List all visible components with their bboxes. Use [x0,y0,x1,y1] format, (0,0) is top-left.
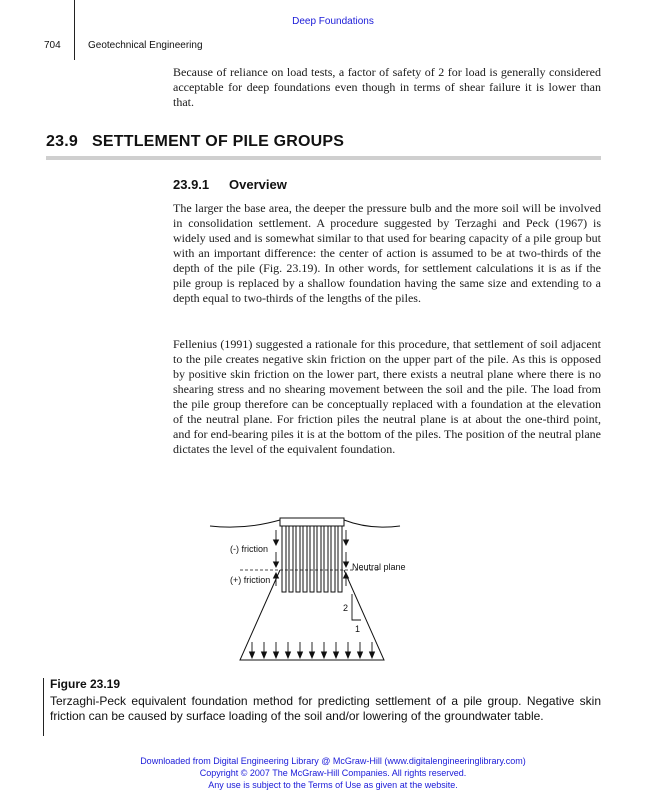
section-title: SETTLEMENT OF PILE GROUPS [92,133,345,150]
section-number: 23.9 [46,133,78,150]
equivalent-foundation-figure [200,508,440,668]
subsection-heading [173,177,287,192]
section-rule [46,156,601,160]
pile-cap [280,518,344,526]
subsection-title: Overview [229,177,287,192]
overview-paragraph: The larger the base area, the deeper the pressure bulb and the more soil will be involved in consolidation settlement. A procedure suggested by Terzaghi and Peck (1967) is widely used and is somewhat similar to that used for bearing capacity of a pile group but with an important difference: the center of action is assumed to be at two-thirds of the depth of the pile (Fig. 23.19). In other words, for settlement calculations it is as if the pile group is replaced by a shallow foundation having the same size and extending to a depth equal to two-thirds of the lengths of the piles. [173,201,601,305]
footer-download-link[interactable]: Downloaded from Digital Engineering Library @ McGraw-Hill (www.digitalengineeringlibrary.com) [140,756,526,766]
intro-paragraph: Because of reliance on load tests, a factor of safety of 2 for load is generally considered acceptable for deep foundations even though in terms of shear failure it is lower than that. [173,65,601,109]
footer-copyright: Copyright © 2007 The McGraw-Hill Companies. All rights reserved. [199,768,467,778]
slope-run-label: 1 [355,624,361,634]
subsection-number: 23.9.1 [173,177,210,192]
slope-rise-label: 2 [343,603,349,613]
top-chapter-link[interactable]: Deep Foundations [292,16,374,27]
figure-caption-title: Figure 23.19 [50,677,121,691]
figure-caption-text: Terzaghi-Peck equivalent foundation method for predicting settlement of a pile group. Negative skin friction can be caused by surface loading of the soil and/or lowering of the groundwater table. [50,694,601,723]
equivalent-load-arrows [250,642,375,658]
page-number: 704 [44,40,61,51]
neutral-plane-label: Neutral plane [352,562,406,572]
pile-group [282,526,342,592]
ground-surface-right [344,520,400,527]
section-heading [46,133,344,151]
fellenius-paragraph: Fellenius (1991) suggested a rationale for this procedure, that settlement of soil adjacent to the pile creates negative skin friction on the upper part of the pile. As this is opposed by positive skin friction on the lower part, there exists a neutral plane where there is no shearing stress and no shearing movement between the soil and the pile. The load from the pile group therefore can be conceptually replaced with a foundation at the elevation of the neutral plane. For friction piles the neutral plane is at about the one-third point, and for end-bearing piles it is at the bottom of the piles. The position of the neutral plane dictates the level of the equivalent foundation. [173,337,601,456]
positive-friction-label: (+) friction [230,575,271,585]
ground-surface-left [210,520,280,527]
friction-arrows-left [274,530,279,586]
negative-friction-label: (-) friction [230,544,268,554]
caption-bar [43,678,44,736]
footer-terms-link[interactable]: Any use is subject to the Terms of Use as given at the website. [208,780,458,790]
running-title: Geotechnical Engineering [88,40,203,51]
header-divider [74,0,75,60]
